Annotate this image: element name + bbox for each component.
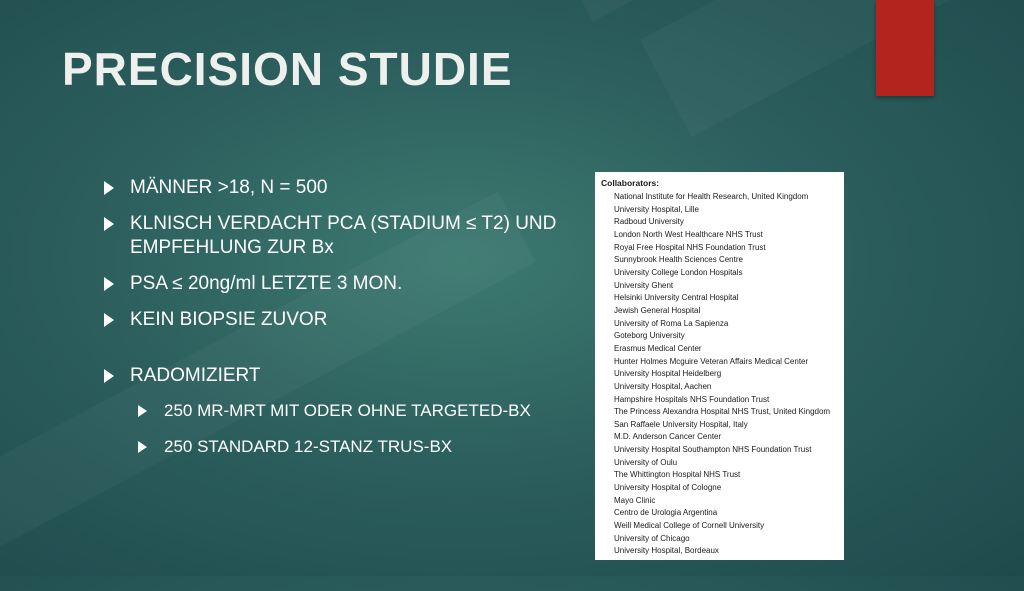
- collaborator-item: Radboud University: [614, 217, 684, 227]
- sub-bullet-item: [138, 436, 574, 458]
- bullet-arrow-icon: [104, 217, 114, 231]
- background-stripe: [640, 0, 1024, 137]
- slide-title: PRECISION STUDIE: [62, 43, 513, 95]
- collaborator-item: University Hospital Southampton NHS Foundation Trust: [614, 445, 812, 455]
- collaborator-item: University College London Hospitals: [614, 267, 743, 277]
- bullet-item: [104, 176, 574, 200]
- collaborator-item: University of Roma La Sapienza: [614, 318, 729, 328]
- collaborator-item: University of Chicago: [614, 533, 690, 543]
- bullet-text: KLNISCH VERDACHT PCA (STADIUM ≤ T2) UND EMPFEHLUNG ZUR Bx: [130, 213, 557, 258]
- collaborator-item: Jewish General Hospital: [614, 305, 701, 315]
- collaborator-item: University Ghent: [614, 280, 674, 290]
- bullet-arrow-icon: [104, 369, 114, 383]
- sub-bullet-item: [138, 400, 574, 422]
- bullet-item: [104, 308, 574, 332]
- collaborator-item: Erasmus Medical Center: [614, 343, 702, 353]
- bullet-item: [104, 212, 574, 260]
- collaborator-item: M.D. Anderson Cancer Center: [614, 432, 722, 442]
- collaborator-item: University Hospital, Lille: [614, 204, 699, 214]
- collaborators-panel: [595, 172, 844, 560]
- bullet-text: RADOMIZIERT: [130, 365, 261, 386]
- collaborator-item: San Raffaele University Hospital, Italy: [614, 419, 748, 429]
- collaborator-item: University Hospital of Cologne: [614, 483, 722, 493]
- sub-bullet-text: 250 STANDARD 12-STANZ TRUS-BX: [164, 437, 453, 456]
- collaborator-item: Hampshire Hospitals NHS Foundation Trust: [614, 394, 770, 404]
- collaborator-item: University Hospital, Bordeaux: [614, 546, 719, 556]
- collaborator-item: National Institute for Health Research, United Kingdom: [614, 192, 809, 201]
- bullet-list: [104, 176, 574, 472]
- bullet-item: [104, 272, 574, 296]
- bullet-arrow-icon: [104, 313, 114, 327]
- collaborator-item: Centro de Urologia Argentina: [614, 508, 718, 518]
- bullet-text: KEIN BIOPSIE ZUVOR: [130, 309, 328, 330]
- bullet-item: [104, 364, 574, 388]
- bullet-text: PSA ≤ 20ng/ml LETZTE 3 MON.: [130, 273, 403, 294]
- collaborators-list: [601, 191, 838, 558]
- collaborator-item: Sunnybrook Health Sciences Centre: [614, 255, 743, 265]
- collaborators-heading: Collaborators:: [601, 178, 660, 188]
- bullet-arrow-icon: [104, 277, 114, 291]
- sub-bullet-arrow-icon: [138, 405, 147, 417]
- collaborator-item: The Whittington Hospital NHS Trust: [614, 470, 741, 480]
- collaborator-item: Helsinki University Central Hospital: [614, 293, 739, 303]
- collaborator-item: Weill Medical College of Cornell University: [614, 521, 765, 531]
- collaborator-item: University Hospital, Aachen: [614, 381, 712, 391]
- bullet-text: MÄNNER >18, N = 500: [130, 177, 328, 198]
- collaborator-item: Hunter Holmes Mcguire Veteran Affairs Medical Center: [614, 356, 809, 366]
- sub-bullet-text: 250 MR-MRT MIT ODER OHNE TARGETED-BX: [164, 401, 531, 420]
- collaborator-item: Royal Free Hospital NHS Foundation Trust: [614, 242, 766, 252]
- sub-bullet-arrow-icon: [138, 441, 147, 453]
- bullet-arrow-icon: [104, 181, 114, 195]
- collaborator-item: University Hospital Heidelberg: [614, 369, 722, 379]
- collaborator-item: The Princess Alexandra Hospital NHS Trust, United Kingdom: [614, 407, 831, 417]
- collaborator-item: Goteborg University: [614, 331, 685, 341]
- collaborator-item: London North West Healthcare NHS Trust: [614, 229, 763, 239]
- collaborator-item: University of Oulu: [614, 457, 678, 467]
- collaborator-item: Mayo Clinic: [614, 495, 656, 505]
- accent-tab: [876, 0, 934, 96]
